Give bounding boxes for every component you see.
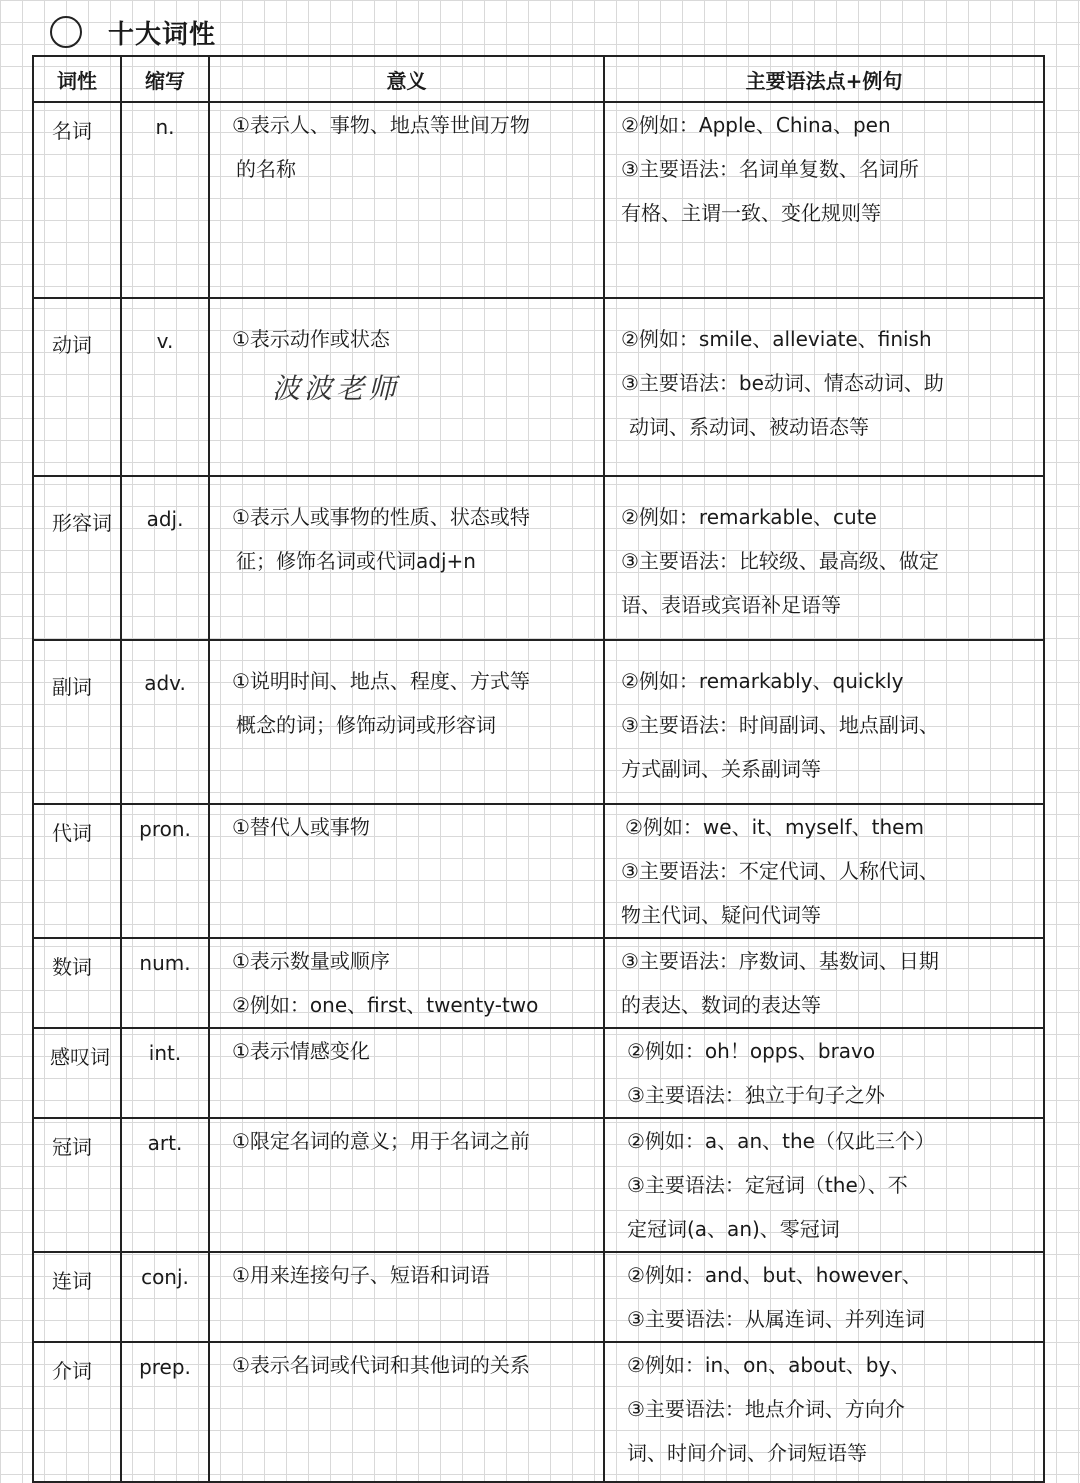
abbr-cell: int. xyxy=(121,1028,209,1118)
meaning-line: ①表示动作或状态 xyxy=(232,327,390,351)
table-header-row xyxy=(33,56,1044,102)
grammar-cell xyxy=(604,1342,1044,1482)
meaning-line: ①表示人、事物、地点等世间万物 xyxy=(232,113,530,137)
grammar-line: ③主要语法：独立于句子之外 xyxy=(627,1083,885,1107)
meaning-cell xyxy=(209,938,604,1028)
circle-icon xyxy=(50,16,82,48)
meaning-line: ①限定名词的意义；用于名词之前 xyxy=(232,1129,530,1153)
meaning-cell xyxy=(209,640,604,804)
meaning-cell xyxy=(209,102,604,298)
abbr-cell: conj. xyxy=(121,1252,209,1342)
grammar-line: ③主要语法：比较级、最高级、做定 xyxy=(621,549,939,573)
table-row xyxy=(33,1118,1044,1252)
pos-cell: 数词 xyxy=(33,938,121,1028)
abbr-cell: v. xyxy=(121,298,209,476)
grammar-line: 定冠词(a、an)、零冠词 xyxy=(627,1217,840,1241)
grammar-line: ③主要语法：地点介词、方向介 xyxy=(627,1397,905,1421)
author-signature: 波波老师 xyxy=(272,372,401,405)
pos-cell: 代词 xyxy=(33,804,121,938)
grammar-line: 词、时间介词、介词短语等 xyxy=(627,1441,867,1465)
meaning-cell xyxy=(209,1342,604,1482)
pos-cell: 介词 xyxy=(33,1342,121,1482)
abbr-cell: pron. xyxy=(121,804,209,938)
grammar-line: ②例如：and、but、however、 xyxy=(627,1263,922,1287)
parts-of-speech-table xyxy=(32,55,1045,1483)
header-grammar: 主要语法点+例句 xyxy=(604,56,1044,102)
grammar-line: ③主要语法：序数词、基数词、日期 xyxy=(621,949,939,973)
header-meaning: 意义 xyxy=(209,56,604,102)
abbr-cell: num. xyxy=(121,938,209,1028)
pos-cell: 副词 xyxy=(33,640,121,804)
pos-cell: 连词 xyxy=(33,1252,121,1342)
grammar-line: ②例如：in、on、about、by、 xyxy=(627,1353,911,1377)
pos-cell: 动词 xyxy=(33,298,121,476)
page-header xyxy=(50,12,216,52)
grammar-line: ②例如：remarkably、quickly xyxy=(621,669,904,693)
grammar-line: ②例如：Apple、China、pen xyxy=(621,113,891,137)
grammar-cell xyxy=(604,1252,1044,1342)
header-abbr: 缩写 xyxy=(121,56,209,102)
meaning-cell xyxy=(209,1118,604,1252)
grammar-line: 物主代词、疑问代词等 xyxy=(621,903,821,927)
grammar-line: ②例如：oh！opps、bravo xyxy=(627,1039,876,1063)
grammar-line: 语、表语或宾语补足语等 xyxy=(621,593,841,617)
meaning-line: ②例如：one、first、twenty-two xyxy=(232,993,539,1017)
meaning-cell xyxy=(209,476,604,640)
grammar-line: ③主要语法：时间副词、地点副词、 xyxy=(621,713,939,737)
meaning-cell xyxy=(209,1028,604,1118)
grammar-cell xyxy=(604,102,1044,298)
table-row xyxy=(33,938,1044,1028)
grammar-cell xyxy=(604,1028,1044,1118)
meaning-line: 征；修饰名词或代词adj+n xyxy=(236,549,476,573)
grammar-cell xyxy=(604,476,1044,640)
meaning-line: ①替代人或事物 xyxy=(232,815,370,839)
grammar-line: ③主要语法：不定代词、人称代词、 xyxy=(621,859,939,883)
grammar-line: 方式副词、关系副词等 xyxy=(621,757,821,781)
header-pos: 词性 xyxy=(33,56,121,102)
table-row xyxy=(33,476,1044,640)
table-row xyxy=(33,102,1044,298)
meaning-line: ①表示人或事物的性质、状态或特 xyxy=(232,505,530,529)
abbr-cell: prep. xyxy=(121,1342,209,1482)
meaning-cell xyxy=(209,804,604,938)
grammar-line: 有格、主谓一致、变化规则等 xyxy=(621,201,881,225)
grammar-line: 的表达、数词的表达等 xyxy=(621,993,821,1017)
page-title: 十大词性 xyxy=(108,19,217,50)
pos-cell: 名词 xyxy=(33,102,121,298)
grammar-line: ②例如：remarkable、cute xyxy=(621,505,877,529)
grammar-cell xyxy=(604,298,1044,476)
pos-cell: 形容词 xyxy=(33,476,121,640)
meaning-line: ①表示名词或代词和其他词的关系 xyxy=(232,1353,530,1377)
abbr-cell: art. xyxy=(121,1118,209,1252)
grammar-line: ③主要语法：名词单复数、名词所 xyxy=(621,157,919,181)
grammar-line: ③主要语法：定冠词（the）、不 xyxy=(627,1173,908,1197)
meaning-line: ①说明时间、地点、程度、方式等 xyxy=(232,669,530,693)
grammar-cell xyxy=(604,1118,1044,1252)
grammar-line: ②例如：we、it、myself、them xyxy=(625,815,924,839)
table-row xyxy=(33,1028,1044,1118)
grammar-line: ③主要语法：be动词、情态动词、助 xyxy=(621,371,944,395)
grammar-cell xyxy=(604,640,1044,804)
table-row xyxy=(33,640,1044,804)
meaning-line: ①表示情感变化 xyxy=(232,1039,370,1063)
pos-cell: 感叹词 xyxy=(33,1028,121,1118)
table-row xyxy=(33,1252,1044,1342)
abbr-cell: n. xyxy=(121,102,209,298)
table-row xyxy=(33,1342,1044,1482)
grammar-cell xyxy=(604,804,1044,938)
pos-cell: 冠词 xyxy=(33,1118,121,1252)
grammar-line: 动词、系动词、被动语态等 xyxy=(629,415,869,439)
meaning-line: 的名称 xyxy=(236,157,296,181)
meaning-cell xyxy=(209,298,604,476)
meaning-line: ①用来连接句子、短语和词语 xyxy=(232,1263,490,1287)
table-row xyxy=(33,804,1044,938)
meaning-cell xyxy=(209,1252,604,1342)
table-row xyxy=(33,298,1044,476)
abbr-cell: adv. xyxy=(121,640,209,804)
abbr-cell: adj. xyxy=(121,476,209,640)
grammar-line: ②例如：smile、alleviate、finish xyxy=(621,327,932,351)
meaning-line: 概念的词；修饰动词或形容词 xyxy=(236,713,496,737)
grammar-cell xyxy=(604,938,1044,1028)
meaning-line: ①表示数量或顺序 xyxy=(232,949,390,973)
grammar-line: ②例如：a、an、the（仅此三个） xyxy=(627,1129,935,1153)
grammar-line: ③主要语法：从属连词、并列连词 xyxy=(627,1307,925,1331)
